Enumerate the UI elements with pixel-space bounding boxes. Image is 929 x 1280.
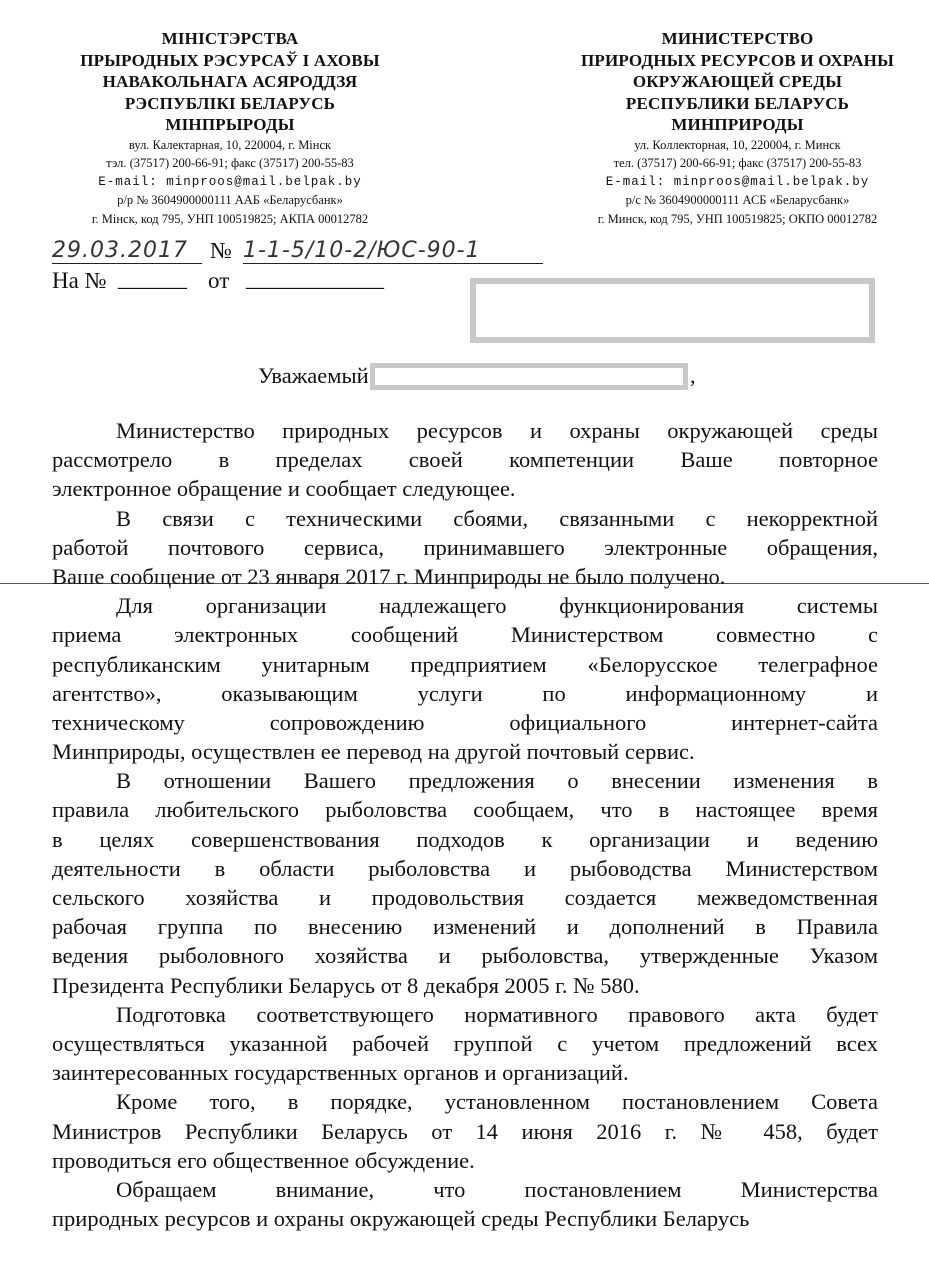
title-line: МИНИСТЕРСТВО xyxy=(661,29,814,48)
letterhead-belarusian xyxy=(30,28,430,228)
title-line: НАВАКОЛЬНАГА АСЯРОДДЗЯ xyxy=(102,72,358,91)
text-line: осуществляться указанной рабочей группой с учетом предложений всех xyxy=(52,1030,878,1056)
text-line: ведения рыболовного хозяйства и рыболовства, утвержденные Указом xyxy=(52,943,878,969)
from-blank: ____________ xyxy=(246,266,384,291)
address: ул. Коллекторная, 10, 220004, г. Минск xyxy=(634,137,841,152)
text-line: Президента Республики Беларусь от 8 декабря 2005 г. № 580. xyxy=(52,972,640,998)
paragraph xyxy=(52,766,878,1000)
text-line: в целях совершенствования подходов к организации и ведению xyxy=(52,826,878,852)
text-line: Кроме того, в порядке, установленном постановлением Совета xyxy=(116,1089,878,1115)
title-line: МІНПРЫРОДЫ xyxy=(165,115,295,134)
redacted-addressee xyxy=(470,278,875,343)
text-line: проводиться его общественное обсуждение. xyxy=(52,1147,475,1173)
text-line: В отношении Вашего предложения о внесении изменения в xyxy=(116,768,878,794)
text-line: деятельности в области рыболовства и рыбоводства Министерством xyxy=(52,855,878,881)
text-line: техническому сопровождению официального интернет-сайта xyxy=(52,709,878,735)
reply-to-label: На № xyxy=(52,268,107,293)
title-line: МІНІСТЭРСТВА xyxy=(161,29,299,48)
codes: г. Минск, код 795, УНП 100519825; ОКПО 00012782 xyxy=(597,211,878,226)
paragraph xyxy=(52,1087,878,1175)
text-line: Обращаем внимание, что постановлением Министерства xyxy=(116,1176,878,1202)
letter-body xyxy=(52,416,878,1233)
text-line: Для организации надлежащего функционирования системы xyxy=(116,593,878,619)
email: E-mail: minproos@mail.belpak.by xyxy=(605,174,870,189)
salutation: Уважаемый xyxy=(258,363,369,388)
text-line: рассмотрело в пределах своей компетенции Ваше повторное xyxy=(52,447,878,473)
number-sign: № xyxy=(210,238,232,263)
title-line: РЭСПУБЛІКІ БЕЛАРУСЬ xyxy=(124,93,336,113)
text-line: приема электронных сообщений Министерством совместно с xyxy=(52,622,878,648)
redacted-name xyxy=(370,363,688,390)
text-line: республиканским унитарным предприятием «Белорусское телеграфное xyxy=(52,651,878,677)
email: E-mail: minproos@mail.belpak.by xyxy=(98,174,362,189)
text-line: сельского хозяйства и продовольствия создается межведомственная xyxy=(52,885,878,910)
bank-account: р/р № 3604900000111 ААБ «Беларусбанк» xyxy=(117,193,343,207)
salutation-comma: , xyxy=(690,363,696,388)
paragraph xyxy=(52,1175,878,1233)
handwritten-date: 29.03.2017 xyxy=(52,238,202,264)
text-line: работой почтового сервиса, принимавшего электронные обращения, xyxy=(52,534,878,560)
text-line: Ваше сообщение от 23 января 2017 г. Минприроды не было получено. xyxy=(52,563,726,589)
handwritten-number: 1-1-5/10-2/ЮС-90-1 xyxy=(243,238,543,264)
paragraph xyxy=(52,591,878,766)
text-line: Минприроды, осуществлен ее перевод на другой почтовый сервис. xyxy=(52,739,695,765)
paragraph xyxy=(52,416,878,504)
phone: тэл. (37517) 200-66-91; факс (37517) 200-55-83 xyxy=(106,156,354,170)
text-line: В связи с техническими сбоями, связанными с некорректной xyxy=(116,505,878,531)
from-label: от xyxy=(208,268,230,293)
text-line: Министерство природных ресурсов и охраны окружающей среды xyxy=(116,418,878,443)
paragraph xyxy=(52,1000,878,1088)
text-line: электронное обращение и сообщает следующее. xyxy=(52,476,516,502)
address: вул. Калектарная, 10, 220004, г. Мінск xyxy=(128,137,332,152)
title-line: ОКРУЖАЮЩЕЙ СРЕДЫ xyxy=(632,72,843,91)
text-line: правила любительского рыболовства сообщаем, что в настоящее время xyxy=(52,797,878,823)
title-line: ПРЫРОДНЫХ РЭСУРСАЎ І АХОВЫ xyxy=(80,50,380,70)
text-line: рабочая группа по внесению изменений и дополнений в Правила xyxy=(52,914,878,940)
text-line: природных ресурсов и охраны окружающей среды Республики Беларусь xyxy=(52,1206,750,1232)
reply-to-blank: ______ xyxy=(118,266,187,291)
bank-account: р/с № 3604900000111 АСБ «Беларусбанк» xyxy=(625,193,850,207)
text-line: заинтересованных государственных органов и организаций. xyxy=(52,1060,629,1086)
paragraph xyxy=(52,504,878,592)
phone: тел. (37517) 200-66-91; факс (37517) 200-55-83 xyxy=(613,156,862,170)
letterhead-russian xyxy=(545,28,929,228)
text-line: агентство», оказывающим услуги по информационному и xyxy=(52,680,878,706)
title-line: РЕСПУБЛИКИ БЕЛАРУСЬ xyxy=(625,93,850,113)
title-line: ПРИРОДНЫХ РЕСУРСОВ И ОХРАНЫ xyxy=(580,50,894,70)
text-line: Министров Республики Беларусь от 14 июня 2016 г. № 458, будет xyxy=(52,1118,878,1144)
text-line: Подготовка соответствующего нормативного правового акта будет xyxy=(116,1001,878,1027)
title-line: МИНПРИРОДЫ xyxy=(671,115,804,134)
codes: г. Мінск, код 795, УНП 100519825; АКПА 00012782 xyxy=(91,211,369,226)
